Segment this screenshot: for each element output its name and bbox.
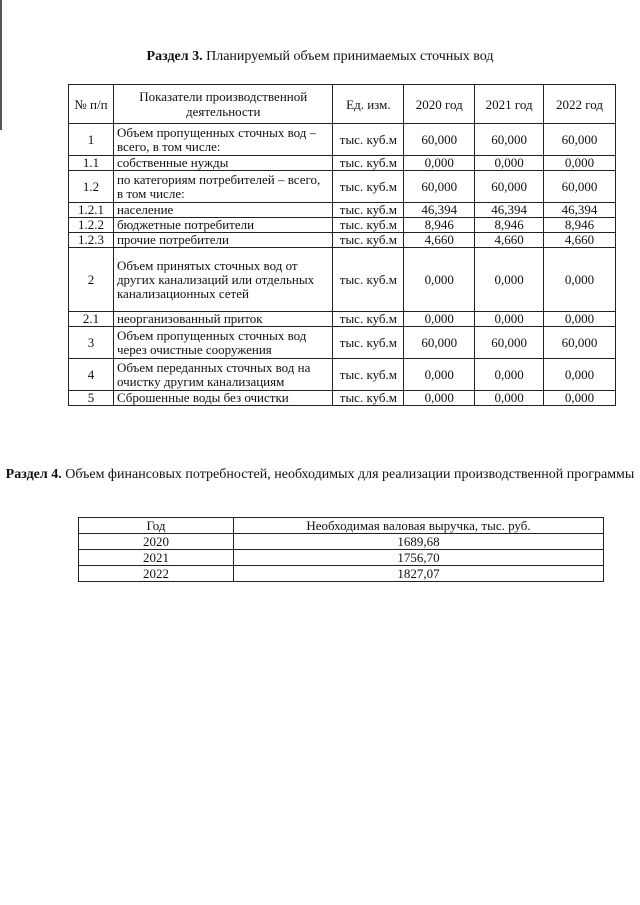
revenue-table [78,517,604,582]
row-indicator: по категориям потребителей – всего, в том числе: [113,171,333,203]
row-value-2020: 0,000 [404,156,475,171]
row-value-2021: 60,000 [475,327,544,359]
row-value-2022: 0,000 [544,312,616,327]
row-value-2022: 60,000 [544,124,616,156]
row-indicator: Объем пропущенных сточных вод – всего, в том числе: [113,124,333,156]
row-value-2022: 60,000 [544,171,616,203]
row-value-2022: 60,000 [544,327,616,359]
row-index: 2.1 [69,312,114,327]
table-row [69,391,616,406]
row-unit: тыс. куб.м [333,218,404,233]
row-index: 1.2.2 [69,218,114,233]
wastewater-volume-table [68,84,616,406]
table-row [69,248,616,312]
table-header-row [69,85,616,124]
table-row [69,327,616,359]
row-unit: тыс. куб.м [333,391,404,406]
section-3-title [0,48,640,65]
col-header-indicator: Показатели производственной деятельности [113,85,333,124]
row-indicator: неорганизованный приток [113,312,333,327]
row-revenue: 1756,70 [234,550,604,566]
row-index: 1.2.3 [69,233,114,248]
row-value-2022: 8,946 [544,218,616,233]
row-value-2022: 0,000 [544,156,616,171]
row-value-2022: 0,000 [544,359,616,391]
row-index: 5 [69,391,114,406]
table-row [69,171,616,203]
table-row [69,156,616,171]
row-value-2020: 4,660 [404,233,475,248]
row-unit: тыс. куб.м [333,156,404,171]
col-header-revenue: Необходимая валовая выручка, тыс. руб. [234,518,604,534]
row-value-2021: 0,000 [475,248,544,312]
table-row [69,124,616,156]
row-value-2022: 4,660 [544,233,616,248]
section-4-title [0,466,640,483]
row-unit: тыс. куб.м [333,248,404,312]
scan-edge [0,0,2,130]
row-indicator: Объем переданных сточных вод на очистку другим канализациям [113,359,333,391]
row-revenue: 1827,07 [234,566,604,582]
row-unit: тыс. куб.м [333,171,404,203]
table-row [69,312,616,327]
section-4-prefix: Раздел 4. [5,467,62,482]
row-indicator: прочие потребители [113,233,333,248]
row-indicator: Объем принятых сточных вод от других канализаций или отдельных канализационных сетей [113,248,333,312]
section-3-prefix: Раздел 3. [146,49,203,64]
row-value-2021: 60,000 [475,124,544,156]
row-value-2022: 0,000 [544,248,616,312]
row-unit: тыс. куб.м [333,312,404,327]
row-value-2021: 0,000 [475,156,544,171]
row-value-2021: 4,660 [475,233,544,248]
col-header-2021: 2021 год [475,85,544,124]
section-3-heading: Планируемый объем принимаемых сточных вод [202,49,494,64]
row-value-2021: 0,000 [475,391,544,406]
row-index: 4 [69,359,114,391]
row-index: 1 [69,124,114,156]
row-value-2020: 0,000 [404,359,475,391]
row-value-2021: 46,394 [475,203,544,218]
table-row [79,534,604,550]
row-indicator: население [113,203,333,218]
row-indicator: Сброшенные воды без очистки [113,391,333,406]
col-header-index: № п/п [69,85,114,124]
row-index: 1.1 [69,156,114,171]
row-unit: тыс. куб.м [333,359,404,391]
table-row [79,550,604,566]
section-4-heading: Объем финансовых потребностей, необходимых для реализации производственной программы [61,467,635,482]
row-index: 1.2.1 [69,203,114,218]
row-index: 2 [69,248,114,312]
col-header-2020: 2020 год [404,85,475,124]
row-value-2020: 46,394 [404,203,475,218]
row-indicator: бюджетные потребители [113,218,333,233]
row-revenue: 1689,68 [234,534,604,550]
row-value-2020: 60,000 [404,124,475,156]
row-unit: тыс. куб.м [333,233,404,248]
table-row [69,233,616,248]
row-value-2020: 60,000 [404,327,475,359]
col-header-unit: Ед. изм. [333,85,404,124]
table-row [79,566,604,582]
table-row [69,203,616,218]
table-header-row [79,518,604,534]
row-year: 2022 [79,566,234,582]
row-unit: тыс. куб.м [333,203,404,218]
row-value-2021: 0,000 [475,359,544,391]
table-row [69,359,616,391]
row-unit: тыс. куб.м [333,124,404,156]
row-value-2022: 0,000 [544,391,616,406]
row-value-2020: 0,000 [404,391,475,406]
col-header-year: Год [79,518,234,534]
row-index: 1.2 [69,171,114,203]
row-value-2021: 0,000 [475,312,544,327]
row-indicator: собственные нужды [113,156,333,171]
row-year: 2020 [79,534,234,550]
row-value-2020: 60,000 [404,171,475,203]
col-header-2022: 2022 год [544,85,616,124]
row-index: 3 [69,327,114,359]
row-indicator: Объем пропущенных сточных вод через очистные сооружения [113,327,333,359]
row-year: 2021 [79,550,234,566]
row-value-2022: 46,394 [544,203,616,218]
row-value-2021: 60,000 [475,171,544,203]
row-value-2021: 8,946 [475,218,544,233]
row-value-2020: 0,000 [404,248,475,312]
table-row [69,218,616,233]
row-unit: тыс. куб.м [333,327,404,359]
row-value-2020: 0,000 [404,312,475,327]
row-value-2020: 8,946 [404,218,475,233]
